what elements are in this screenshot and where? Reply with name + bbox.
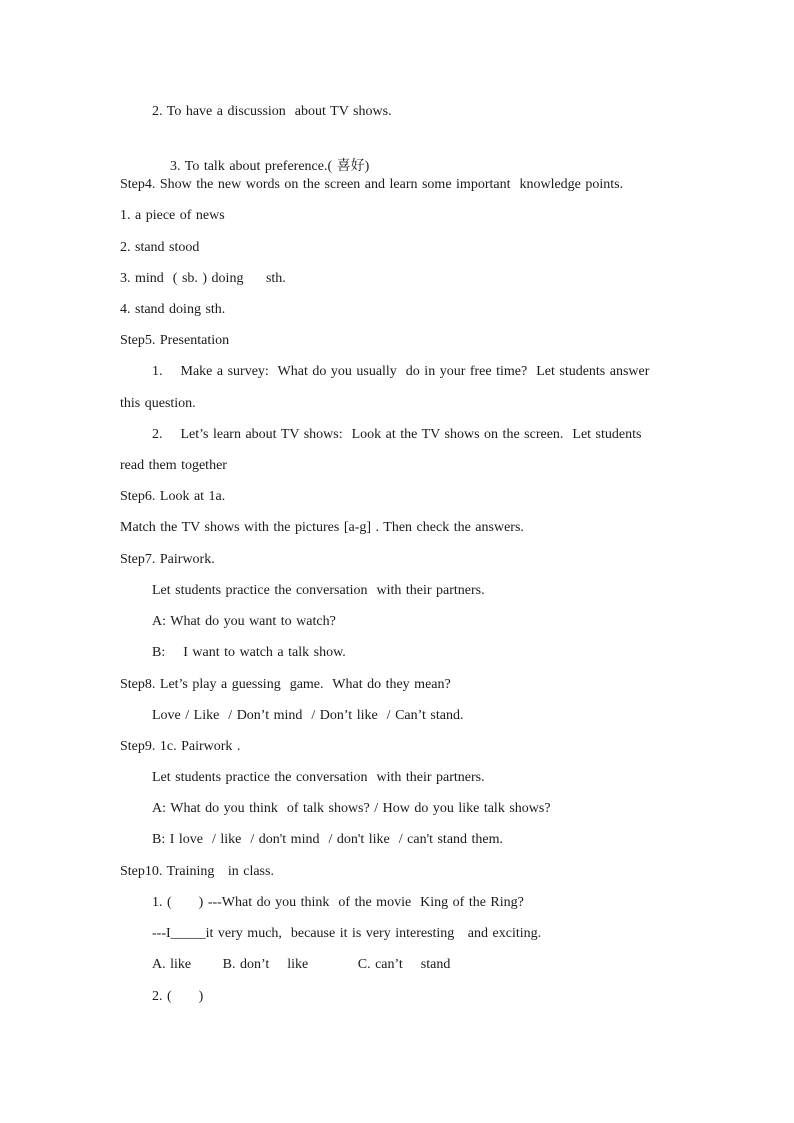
pair-dialogue-b: B: I love / like / don't mind / don't like / can't stand them. (152, 832, 504, 847)
step7-instruction: Let students practice the conversation with their partners. (152, 583, 485, 598)
step5-heading: Step5. Presentation (120, 333, 230, 348)
exercise-1-sentence: ---I_____it very much, because it is very interesting and exciting. (152, 926, 542, 941)
step9-instruction: Let students practice the conversation with their partners. (152, 770, 485, 785)
word-item-1: 1. a piece of news (120, 208, 225, 223)
exercise-1-question: 1. ( ) ---What do you think of the movie King of the Ring? (152, 895, 524, 910)
presentation-item-1-cont: this question. (120, 396, 196, 411)
step6-heading: Step6. Look at 1a. (120, 489, 226, 504)
exercise-2-question: 2. ( ) (152, 989, 204, 1004)
step7-heading: Step7. Pairwork. (120, 552, 215, 567)
objective-3-text: 3. To talk about preference.( 喜好) (170, 159, 370, 174)
word-item-2: 2. stand stood (120, 240, 200, 255)
word-item-4: 4. stand doing sth. (120, 302, 226, 317)
step4-heading: Step4. Show the new words on the screen and learn some important knowledge points. (120, 177, 624, 192)
dialogue-a: A: What do you want to watch? (152, 614, 336, 629)
dialogue-b: B: I want to watch a talk show. (152, 645, 346, 660)
presentation-item-2-cont: read them together (120, 458, 227, 473)
presentation-item-2: 2. Let’s learn about TV shows: Look at the TV shows on the screen. Let students (152, 427, 642, 442)
word-item-3: 3. mind ( sb. ) doing sth. (120, 271, 286, 286)
step8-heading: Step8. Let’s play a guessing game. What do they mean? (120, 677, 451, 692)
preference-scale: Love / Like / Don’t mind / Don’t like / Can’t stand. (152, 708, 464, 723)
exercise-1-options: A. like B. don’t like C. can’t stand (152, 957, 451, 972)
step10-heading: Step10. Training in class. (120, 864, 274, 879)
pair-dialogue-a: A: What do you think of talk shows? / How do you like talk shows? (152, 801, 551, 816)
objective-2: 2. To have a discussion about TV shows. (152, 104, 392, 119)
step6-instruction: Match the TV shows with the pictures [a-g] . Then check the answers. (120, 520, 524, 535)
step9-heading: Step9. 1c. Pairwork . (120, 739, 241, 754)
presentation-item-1: 1. Make a survey: What do you usually do in your free time? Let students answer (152, 364, 650, 379)
